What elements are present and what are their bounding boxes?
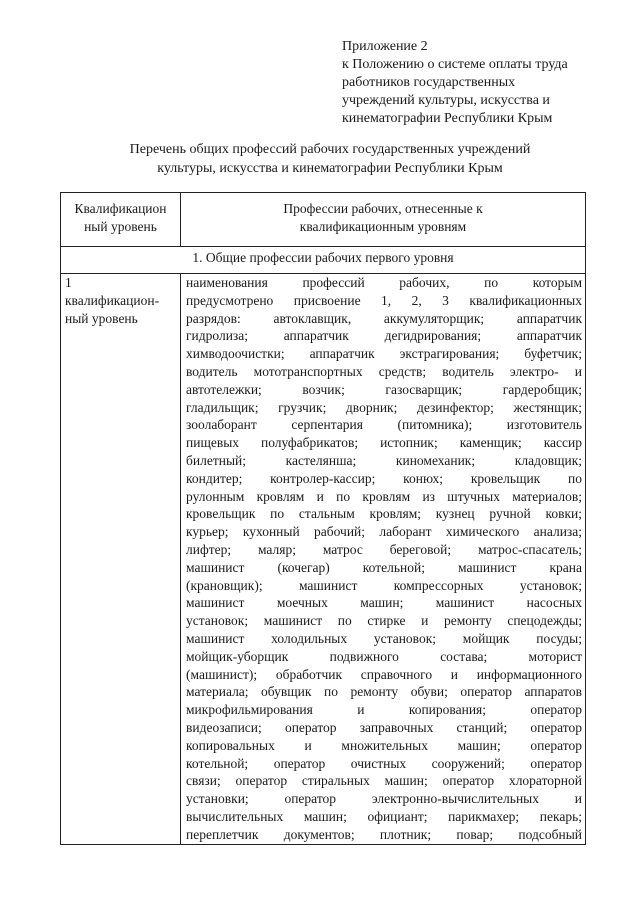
text-line: предусмотрено присвоение 1, 2, 3 квалификационных	[186, 292, 582, 308]
text-line: лифтер; маляр; матрос береговой; матрос-спасатель;	[186, 541, 582, 557]
header-line: Профессии рабочих, отнесенные к	[283, 201, 483, 216]
text-line: автотележки; возчик; газосварщик; гардеробщик;	[186, 381, 582, 397]
appendix-line: кинематографии Республики Крым	[342, 111, 553, 126]
text-line: видеозаписи; оператор заправочных станций; оператор	[186, 719, 582, 735]
text-line: курьер; кухонный рабочий; лаборант химического анализа;	[186, 524, 582, 540]
text-line: котельной; оператор очистных сооружений; оператор	[186, 755, 582, 771]
title-line: Перечень общих профессий рабочих государственных учреждений	[129, 142, 531, 157]
header-line: квалификационным уровням	[299, 219, 467, 234]
text-line: копировальных и множительных машин; оператор	[186, 737, 582, 753]
section-row	[61, 247, 586, 274]
qualification-level-cell	[61, 274, 181, 845]
table-header-row	[61, 193, 586, 247]
section-title: 1. Общие профессии рабочих первого уровня	[61, 247, 586, 274]
text-line: химводоочистки; аппаратчик экстрагирования; буфетчик;	[186, 346, 582, 362]
text-line: переплетчик документов; плотник; повар; подсобный	[186, 826, 582, 842]
text-line: наименования профессий рабочих, по которым	[186, 275, 582, 290]
text-line: гладильщик; грузчик; дворник; дезинфектор; жестянщик;	[186, 399, 582, 415]
header-line: ный уровень	[84, 219, 157, 234]
text-line: пищевых полуфабрикатов; истопник; каменщик; кассир	[186, 435, 582, 451]
text-line: машинист моечных машин; машинист насосных	[186, 595, 582, 611]
text-line: зоолаборант серпентария (питомника); изготовитель	[186, 417, 582, 433]
level-line: 1	[65, 275, 72, 290]
table-row	[61, 274, 586, 845]
text-line: гидролиза; аппаратчик дегидрирования; аппаратчик	[186, 328, 582, 344]
text-line: машинист (кочегар) котельной; машинист крана	[186, 559, 582, 575]
appendix-note	[342, 38, 612, 128]
document-title	[60, 140, 600, 178]
professions-text-cell	[181, 274, 586, 845]
text-line: материала; обувщик по ремонту обуви; оператор аппаратов	[186, 684, 582, 700]
text-line: (крановщик); машинист компрессорных установок;	[186, 577, 582, 593]
appendix-line: работников государственных	[342, 75, 516, 90]
text-line: билетный; кастелянша; киномеханик; кладовщик;	[186, 452, 582, 468]
text-line: рулонным кровлям и по кровлям из штучных материалов;	[186, 488, 582, 504]
header-line: Квалификацион	[74, 201, 167, 216]
title-line: культуры, искусства и кинематографии Республики Крым	[157, 161, 503, 176]
text-line: (машинист); обработчик справочного и информационного	[186, 666, 582, 682]
text-line: разрядов: автоклавщик, аккумуляторщик; аппаратчик	[186, 310, 582, 326]
appendix-line: учреждений культуры, искусства и	[342, 93, 550, 108]
text-line: вычислительных машин; официант; парикмахер; пекарь;	[186, 808, 582, 824]
header-professions	[181, 193, 586, 247]
appendix-line: Приложение 2	[342, 39, 428, 54]
level-line: квалификацион-	[65, 293, 160, 308]
text-line: микрофильмирования и копирования; оператор	[186, 702, 582, 718]
text-line: установок; машинист по стирке и ремонту спецодежды;	[186, 613, 582, 629]
text-line: кондитер; контролер-кассир; конюх; кровельщик по	[186, 470, 582, 486]
level-line: ный уровень	[65, 311, 138, 326]
text-line: машинист холодильных установок; мойщик посуды;	[186, 630, 582, 646]
appendix-line: к Положению о системе оплаты труда	[342, 57, 568, 72]
text-line: установки; оператор электронно-вычислительных и	[186, 791, 582, 807]
professions-table	[60, 192, 586, 845]
text-line: мойщик-уборщик подвижного состава; моторист	[186, 648, 582, 664]
text-line: водитель мототранспортных средств; водитель электро- и	[186, 363, 582, 379]
text-line: кровельщик по стальным кровлям; кузнец ручной ковки;	[186, 506, 582, 522]
header-qualification-level	[61, 193, 181, 247]
text-line: связи; оператор стиральных машин; оператор хлораторной	[186, 773, 582, 789]
